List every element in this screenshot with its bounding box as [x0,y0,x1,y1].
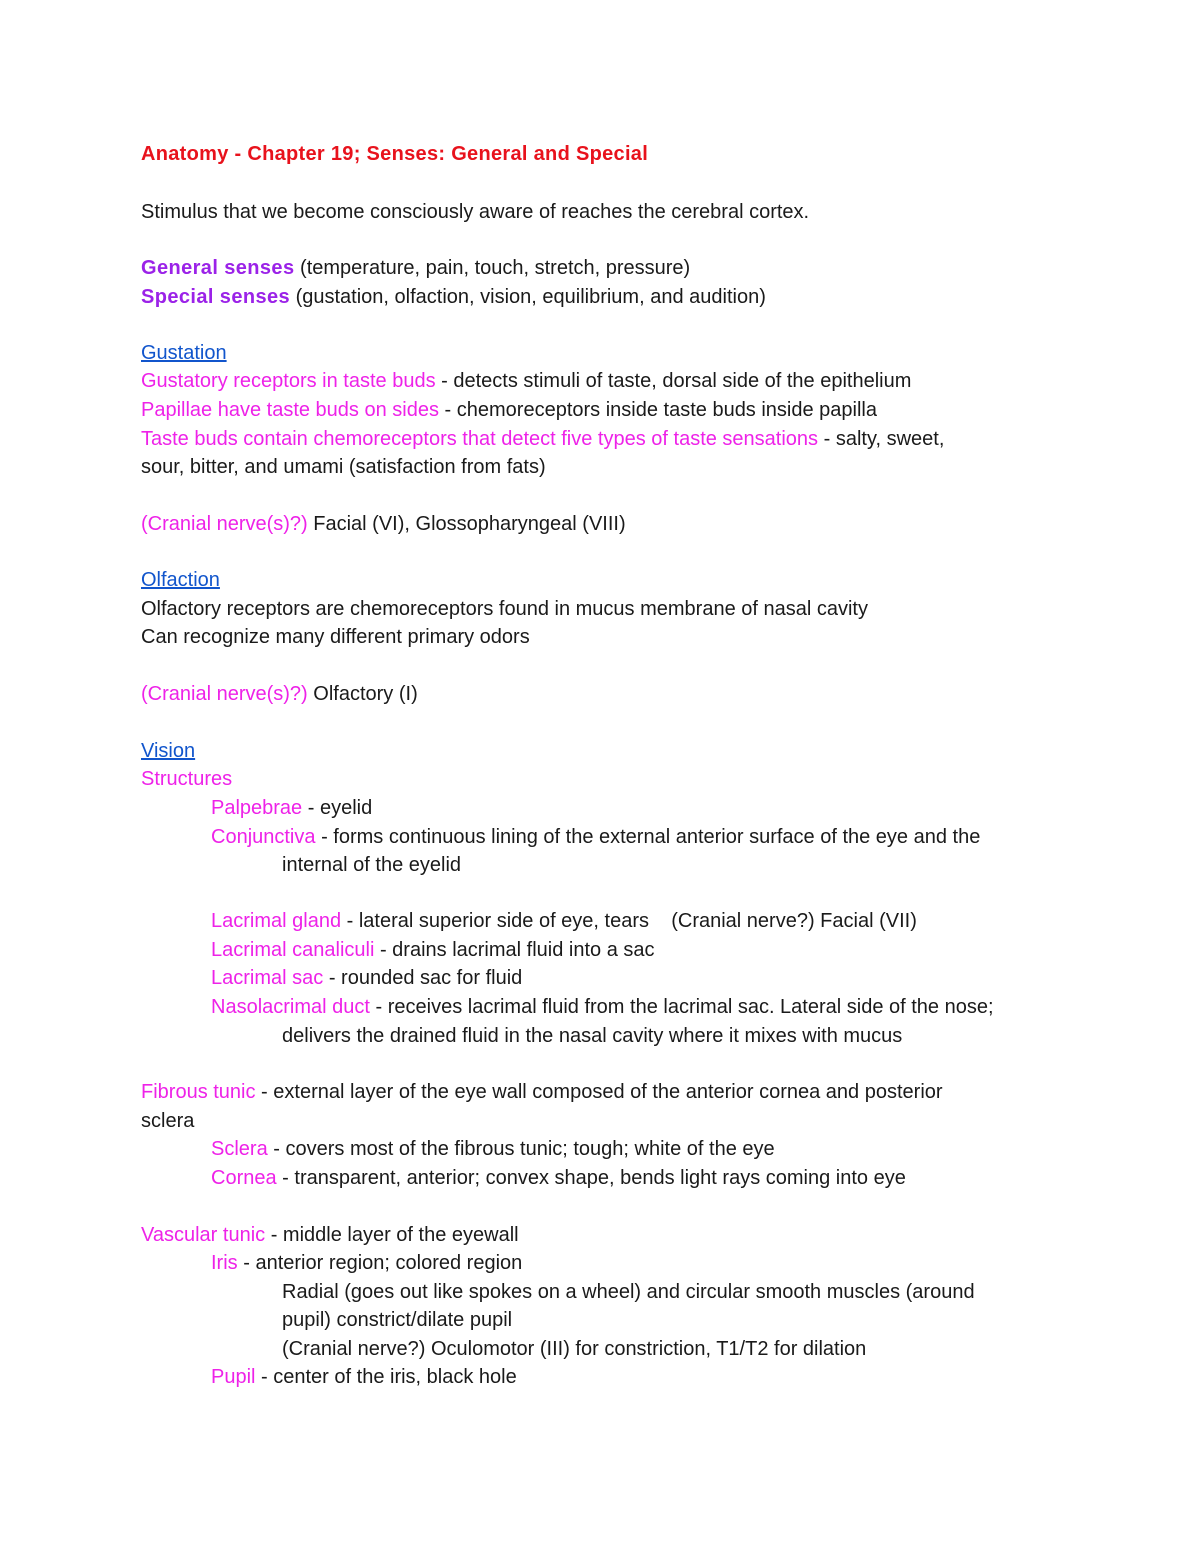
vascular-tunic-desc: - middle layer of the eyewall [265,1224,519,1246]
fibrous-tunic-cont: sclera [141,1110,195,1132]
iris-radial-line-1: Radial (goes out like spokes on a wheel) and circular smooth muscles (around [282,1281,975,1303]
gustation-term-2: Papillae have taste buds on sides [141,399,439,421]
palpebrae-term: Palpebrae [211,797,303,819]
special-senses-desc: (gustation, olfaction, vision, equilibrium, and audition) [290,286,766,308]
nasolacrimal-duct-desc: - receives lacrimal fluid from the lacrimal sac. Lateral side of the nose; [369,996,994,1018]
lacrimal-canaliculi-line [211,936,655,964]
sclera-term: Sclera [211,1138,268,1160]
general-senses-desc: (temperature, pain, touch, stretch, pressure) [294,257,691,279]
palpebrae-line [211,794,372,822]
gustation-desc-2: - chemoreceptors inside taste buds inside papilla [438,399,878,421]
lacrimal-gland-term: Lacrimal gland [211,910,342,932]
cornea-desc: - transparent, anterior; convex shape, bends light rays coming into eye [276,1167,906,1189]
lacrimal-gland-desc: - lateral superior side of eye, tears (Cranial nerve?) Facial (VII) [341,910,917,932]
olfaction-nerve-value: Olfactory (I) [307,683,418,705]
conjunctiva-term: Conjunctiva [211,826,316,848]
olfaction-nerve-label: (Cranial nerve(s)?) [141,683,308,705]
sclera-line [211,1135,775,1163]
gustation-nerve-line [141,510,626,538]
conjunctiva-desc: - forms continuous lining of the external anterior surface of the eye and the [315,826,981,848]
document-title: Anatomy - Chapter 19; Senses: General and Special [141,143,649,165]
iris-radial-line-2: pupil) constrict/dilate pupil [282,1309,513,1331]
cornea-line [211,1164,906,1192]
fibrous-tunic-term: Fibrous tunic [141,1081,256,1103]
nasolacrimal-duct-line [211,993,994,1021]
lacrimal-sac-line [211,964,522,992]
nasolacrimal-duct-cont: delivers the drained fluid in the nasal cavity where it mixes with mucus [282,1025,903,1047]
lacrimal-sac-term: Lacrimal sac [211,967,324,989]
cornea-term: Cornea [211,1167,277,1189]
sclera-desc: - covers most of the fibrous tunic; tough; white of the eye [267,1138,775,1160]
pupil-desc: - center of the iris, black hole [255,1366,517,1388]
olfaction-nerve-line [141,680,418,708]
pupil-term: Pupil [211,1366,256,1388]
gustation-nerve-label: (Cranial nerve(s)?) [141,513,308,535]
gustation-term-3: Taste buds contain chemoreceptors that detect five types of taste sensations [141,428,819,450]
iris-term: Iris [211,1252,238,1274]
lacrimal-canaliculi-desc: - drains lacrimal fluid into a sac [374,939,655,961]
gustation-line-3 [141,425,944,453]
lacrimal-canaliculi-term: Lacrimal canaliculi [211,939,375,961]
lacrimal-gland-line [211,907,917,935]
general-senses-line [141,254,690,282]
fibrous-tunic-desc: - external layer of the eye wall composed of the anterior cornea and posterior [255,1081,943,1103]
gustation-term-1: Gustatory receptors in taste buds [141,370,436,392]
general-senses-term: General senses [141,257,295,279]
lacrimal-sac-desc: - rounded sac for fluid [323,967,523,989]
vascular-tunic-term: Vascular tunic [141,1224,266,1246]
iris-desc: - anterior region; colored region [237,1252,523,1274]
nasolacrimal-duct-term: Nasolacrimal duct [211,996,370,1018]
conjunctiva-cont: internal of the eyelid [282,854,462,876]
palpebrae-desc: - eyelid [302,797,373,819]
vision-heading-link[interactable]: Vision [141,740,196,762]
gustation-line-2 [141,396,877,424]
olfaction-heading-link[interactable]: Olfaction [141,569,220,591]
olfaction-line-2: Can recognize many different primary odors [141,626,530,648]
special-senses-line [141,283,766,311]
iris-oculomotor-line: (Cranial nerve?) Oculomotor (III) for constriction, T1/T2 for dilation [282,1338,867,1360]
fibrous-tunic-line [141,1078,943,1106]
gustation-desc-3: - salty, sweet, [818,428,945,450]
gustation-line-1 [141,367,911,395]
vision-structures-label: Structures [141,768,233,790]
gustation-line-3-cont: sour, bitter, and umami (satisfaction from fats) [141,456,546,478]
gustation-heading-link[interactable]: Gustation [141,342,227,364]
gustation-desc-1: - detects stimuli of taste, dorsal side of the epithelium [435,370,912,392]
gustation-nerve-value: Facial (VI), Glossopharyngeal (VIII) [307,513,626,535]
special-senses-term: Special senses [141,286,291,308]
intro-text: Stimulus that we become consciously aware of reaches the cerebral cortex. [141,201,810,223]
pupil-line [211,1363,517,1391]
conjunctiva-line [211,823,980,851]
olfaction-line-1: Olfactory receptors are chemoreceptors found in mucus membrane of nasal cavity [141,598,868,620]
iris-line [211,1249,522,1277]
vascular-tunic-line [141,1221,519,1249]
